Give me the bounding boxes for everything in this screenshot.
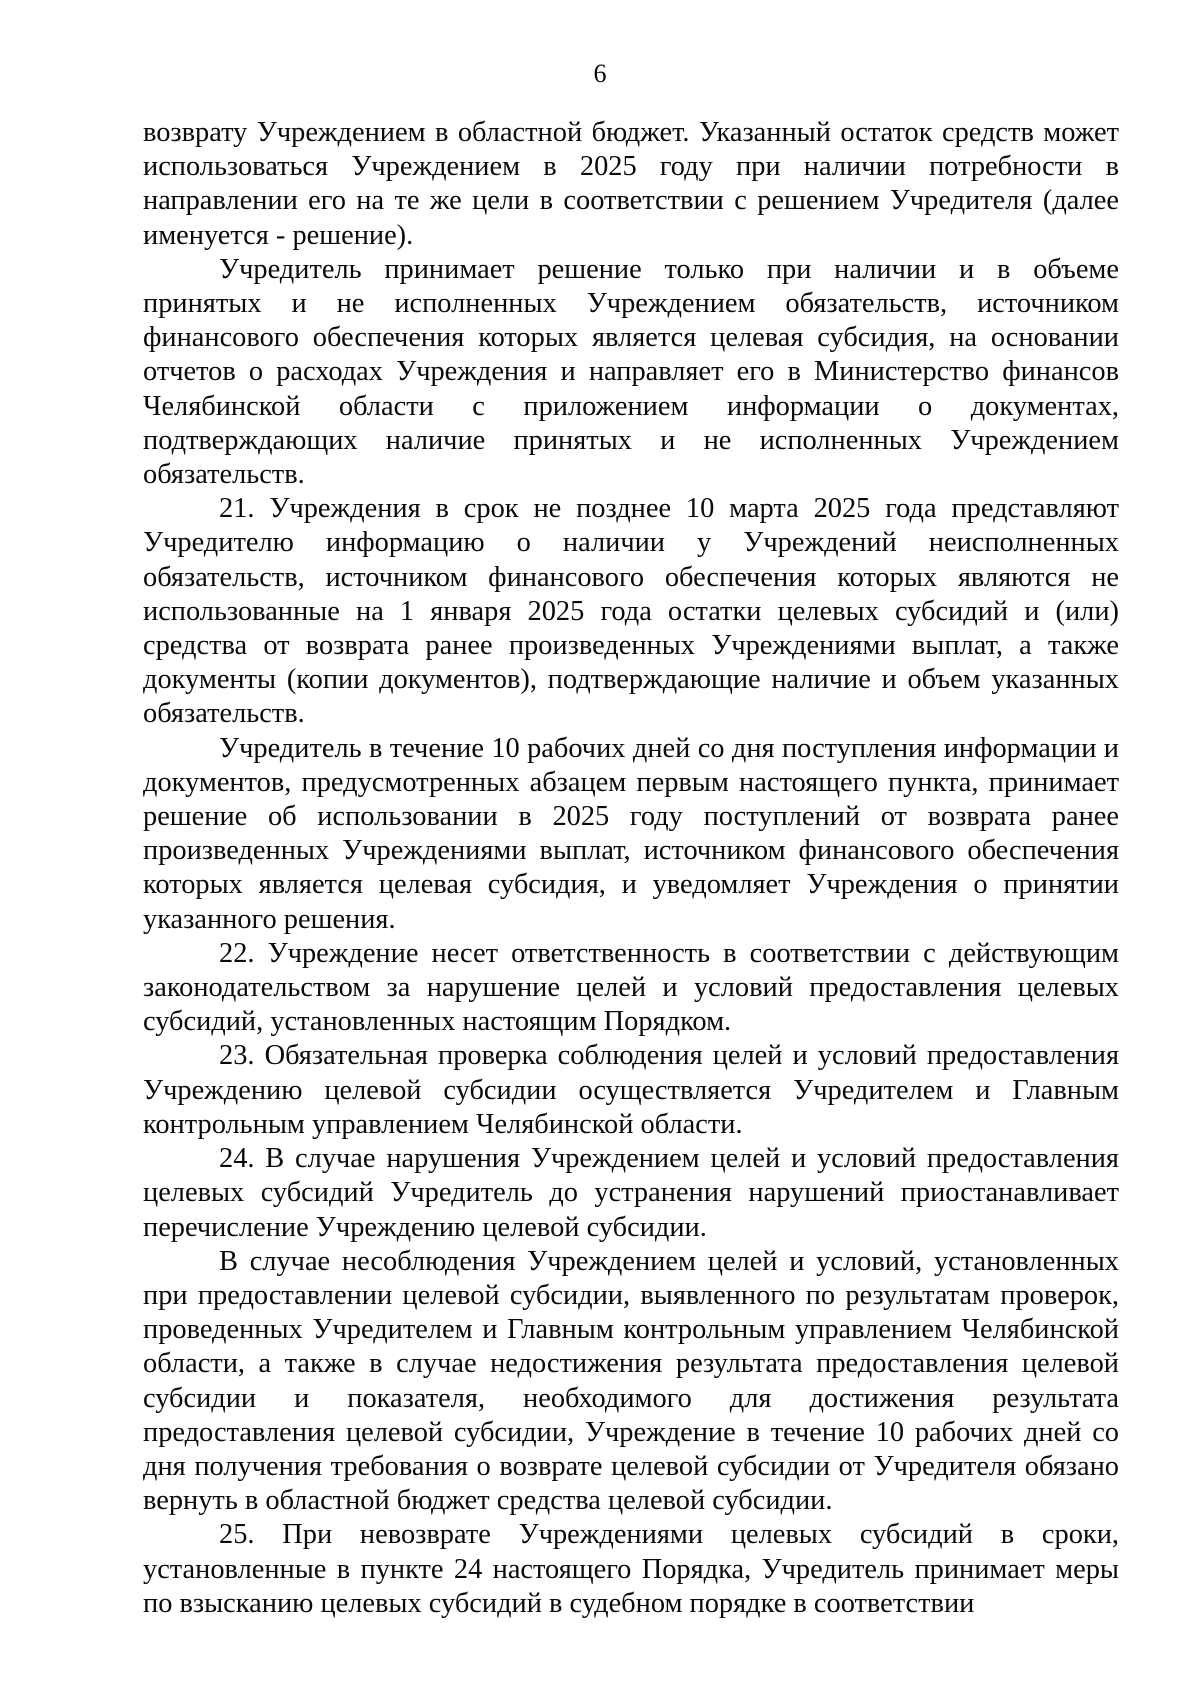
paragraph-noncompliance: В случае несоблюдения Учреждением целей и условий, установленных при предоставлении целевой субсидии, выявленного по результатам проверок, проведенных Учредителем и Главным контрольным управлением Челябинской области, а также в случае недостижения результата предоставления целевой субсидии и показателя, необходимого для достижения результата предоставления целевой субсидии, Учреждение в течение 10 рабочих дней со дня получения требования о возврате целевой субсидии от Учредителя обязано вернуть в областной бюджет средства целевой субсидии. [143, 1245, 1119, 1517]
paragraph-item-21: 21. Учреждения в срок не позднее 10 марта 2025 года представляют Учредителю информацию о наличии у Учреждений неисполненных обязательств, источником финансового обеспечения которых являются не использованные на 1 января 2025 года остатки целевых субсидий и (или) средства от возврата ранее произведенных Учреждениями выплат, а также документы (копии документов), подтверждающие наличие и объем указанных обязательств. [143, 493, 1119, 730]
paragraph-item-22: 22. Учреждение несет ответственность в соответствии с действующим законодательством за нарушение целей и условий предоставления целевых субсидий, установленных настоящим Порядком. [143, 937, 1119, 1038]
paragraph-item-25: 25. При невозврате Учреждениями целевых субсидий в сроки, установленные в пункте 24 настоящего Порядка, Учредитель принимает меры по взысканию целевых субсидий в судебном порядке в соответствии [143, 1519, 1119, 1619]
paragraph-founder-decision: Учредитель принимает решение только при наличии и в объеме принятых и не исполненных Учреждением обязательств, источником финансового обеспечения которых является целевая субсидия, на основании отчетов о расходах Учреждения и направляет его в Министерство финансов Челябинской области с приложением информации о документах, подтверждающих наличие принятых и не исполненных Учреждением обязательств. [143, 253, 1119, 491]
paragraph-item-23: 23. Обязательная проверка соблюдения целей и условий предоставления Учреждению целевой субсидии осуществляется Учредителем и Главным контрольным управлением Челябинской области. [143, 1040, 1119, 1140]
paragraph-item-24: 24. В случае нарушения Учреждением целей и условий предоставления целевых субсидий Учредитель до устранения нарушений приостанавливает перечисление Учреждению целевой субсидии. [143, 1143, 1119, 1243]
page-number: 6 [593, 59, 607, 88]
paragraph-continuation: возврату Учреждением в областной бюджет. Указанный остаток средств может использоваться Учреждением в 2025 году при наличии потребности в направлении его на те же цели в соответствии с решением Учредителя (далее именуется - решение). [143, 117, 1119, 251]
paragraph-founder-review: Учредитель в течение 10 рабочих дней со дня поступления информации и документов, предусмотренных абзацем первым настоящего пункта, принимает решение об использовании в 2025 году поступлений от возврата ранее произведенных Учреждениями выплат, источником финансового обеспечения которых является целевая субсидия, и уведомляет Учреждения о принятии указанного решения. [143, 732, 1119, 935]
document-body [143, 116, 1119, 1621]
